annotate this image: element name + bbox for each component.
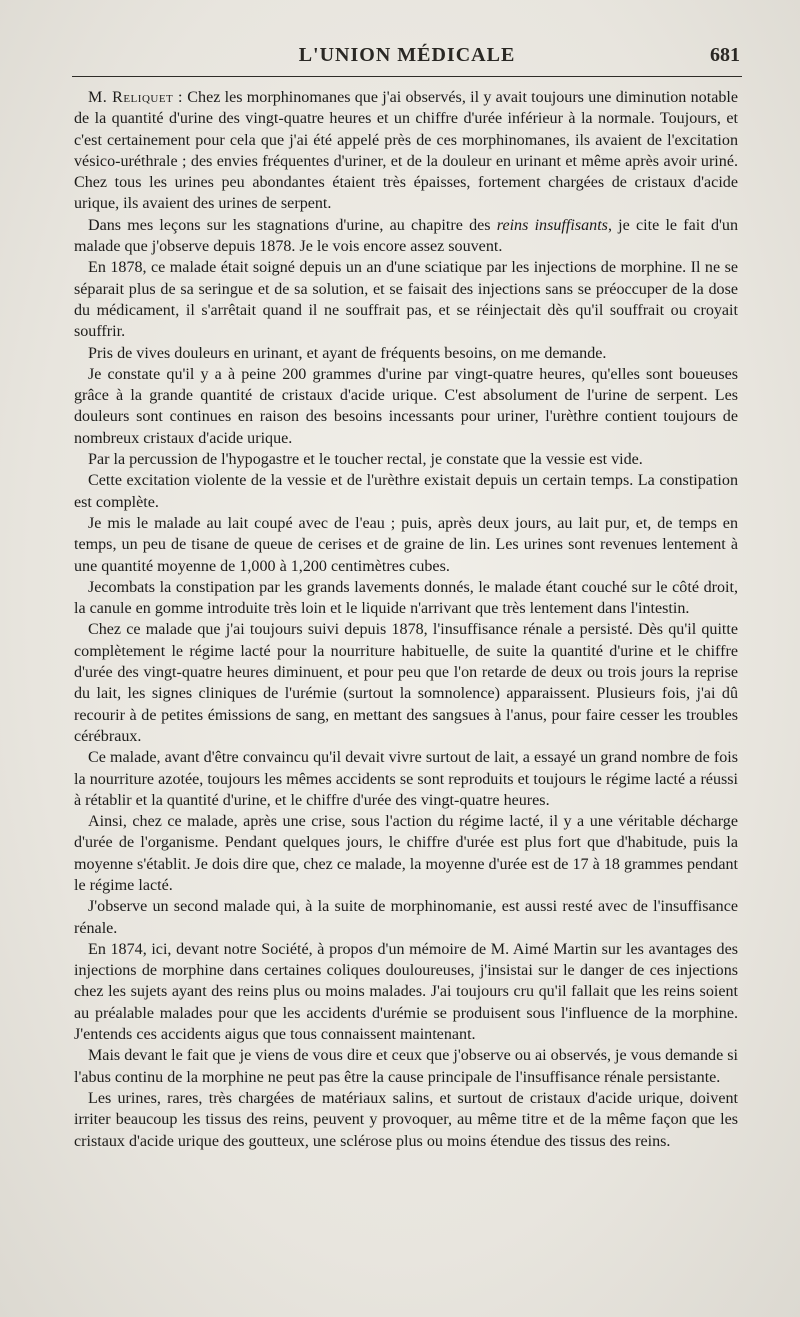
paragraph [74, 87, 738, 215]
paragraph: J'observe un second malade qui, à la suite de morphinomanie, est aussi resté avec de l'insuffisance rénale. [74, 898, 738, 937]
paragraph: Mais devant le fait que je viens de vous dire et ceux que j'observe ou ai observés, je vous demande si l'abus continu de la morphine ne peut pas être la cause principale de l'insuffisance rénale persistante. [74, 1047, 738, 1086]
paragraph: Ainsi, chez ce malade, après une crise, sous l'action du régime lacté, il y a une véritable décharge d'urée de l'organisme. Pendant quelques jours, le chiffre d'urée est plus fort que d'habitude, puis la moyenne s'établit. Je dois dire que, chez ce malade, la moyenne d'urée est de 17 à 18 grammes pendant le régime lacté. [74, 813, 738, 894]
speaker-name: M. Reliquet : [88, 89, 184, 106]
paragraph: Je constate qu'il y a à peine 200 grammes d'urine par vingt-quatre heures, qu'elles sont boueuses grâce à la grande quantité de cristaux d'acide urique. C'est absolument de l'urine de serpent. Les douleurs sont continues en raison des besoins incessants pour uriner, l'urèthre contient toujours de nombreux cristaux d'acide urique. [74, 365, 738, 447]
paragraph: Pris de vives douleurs en urinant, et ayant de fréquents besoins, on me demande. [88, 344, 607, 362]
paragraph: Je mis le malade au lait coupé avec de l'eau ; puis, après deux jours, au lait pur, et, de temps en temps, un peu de tisane de queue de cerises et de graine de lin. Les urines sont revenues lentement à une quantité moyenne de 1,000 à 1,200 centimètres cubes. [74, 514, 738, 575]
running-title: L'UNION MÉDICALE [298, 44, 516, 66]
paragraph: Ce malade, avant d'être convaincu qu'il devait vivre surtout de lait, a essayé un grand nombre de fois la nourriture azotée, toujours les mêmes accidents se sont reproduits et toujours le régime lacté a réussi à rétablir et la quantité d'urine, et le chiffre d'urée des vingt-quatre heures. [74, 749, 738, 809]
paragraph: Cette excitation violente de la vessie et de l'urèthre existait depuis un certain temps. La constipation est complète. [74, 472, 738, 511]
page-header [74, 44, 740, 74]
paragraph: En 1874, ici, devant notre Société, à propos d'un mémoire de M. Aimé Martin sur les avantages des injections de morphine dans certaines coliques douloureuses, j'insistai sur le danger de ces injections chez les sujets ayant des reins plus ou moins malades. J'ai toujours cru qu'il fallait que les reins soient au préalable malades pour que les accidents d'urémie se produisent sous l'influence de la morphine. J'entends ces accidents aigus que tous connaissent maintenant. [74, 940, 738, 1044]
paragraph: Chez ce malade que j'ai toujours suivi depuis 1878, l'insuffisance rénale a persisté. Dès qu'il quitte complètement le régime lacté pour la nourriture habituelle, de suite la quantité d'urine et le chiffre d'urée des vingt-quatre heures diminuent, et pour peu que l'on retarde de deux ou trois jours la reprise du lait, les signes cliniques de l'urémie (surtout la somnolence) apparaissent. Plusieurs fois, j'ai dû recourir à de petites émissions de sang, en mettant des sangsues à l'anus, pour faire cesser les troubles cérébraux. [74, 621, 738, 745]
italic-term: reins insuffisants [496, 216, 608, 234]
paragraph-text: , je cite le fait d'un malade que j'observe depuis 1878. Je le vois encore assez souvent. [74, 216, 738, 256]
paragraph-text: Dans mes leçons sur les stagnations d'urine, au chapitre des [88, 216, 497, 234]
article-body [74, 87, 738, 1152]
paragraph: En 1878, ce malade était soigné depuis un an d'une sciatique par les injections de morphine. Il ne se séparait plus de sa seringue et de sa solution, et se faisait des injections sans se préoccuper de la dose du médicament, il s'arrêtait quand il ne souffrait pas, et se réinjectait dès qu'il souffrait ou croyait souffrir. [74, 259, 738, 341]
header-rule [72, 76, 742, 77]
paragraph [74, 215, 738, 258]
page-number: 681 [710, 44, 740, 66]
paragraph: Les urines, rares, très chargées de matériaux salins, et surtout de cristaux d'acide urique, doivent irriter beaucoup les tissus des reins, peuvent y provoquer, au même titre et de la même façon que les cristaux d'acide urique des goutteux, une sclérose plus ou moins étendue des tissus des reins. [74, 1089, 738, 1150]
paragraph: Par la percussion de l'hypogastre et le toucher rectal, je constate que la vessie est vide. [88, 451, 643, 469]
paragraph-text: Chez les morphinomanes que j'ai observés, il y avait toujours une diminution notable de la quantité d'urine des vingt-quatre heures et un chiffre d'urée inférieur à la normale. Toujours, et c'est certainement pour cela que j'ai été appelé près de ces morphinomanes, ils avaient de l'excitation vésico-uréthrale ; des envies fréquentes d'uriner, et de la douleur en urinant et même après avoir uriné. Chez tous les urines peu abondantes étaient très épaisses, fortement chargées de cristaux d'acide urique, ils avaient des urines de serpent. [74, 89, 738, 213]
paragraph: Jecombats la constipation par les grands lavements donnés, le malade étant couché sur le côté droit, la canule en gomme introduite très loin et le liquide n'arrivant que très lentement dans l'intestin. [74, 578, 738, 618]
